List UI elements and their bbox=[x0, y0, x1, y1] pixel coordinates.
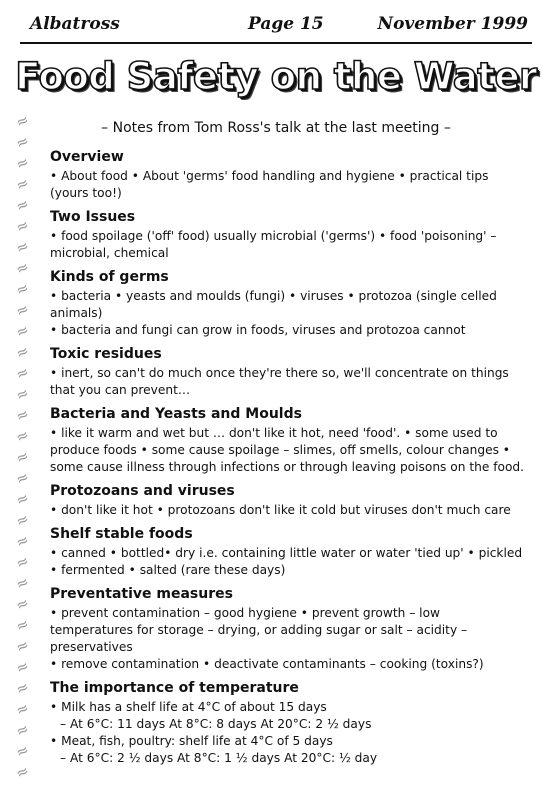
section-text: • About food • About 'germs' food handling and hygiene • practical tips (yours too!) bbox=[50, 169, 489, 200]
issue-date: November 1999 bbox=[377, 14, 528, 34]
section-text: • inert, so can't do much once they're there so, we'll concentrate on things that you can prevent… bbox=[50, 366, 509, 397]
spiral-binding-icon: ≈ bbox=[12, 677, 32, 699]
section-kinds-of-germs bbox=[50, 268, 525, 339]
section-heading: Toxic residues bbox=[50, 346, 162, 362]
spiral-binding-icon: ≈ bbox=[12, 341, 32, 363]
section-text: • bacteria • yeasts and moulds (fungi) • viruses • protozoa (single celled animals) bbox=[50, 289, 497, 320]
article-subtitle: – Notes from Tom Ross's talk at the last meeting – bbox=[101, 120, 451, 136]
spiral-binding-icon: ≈ bbox=[12, 488, 32, 510]
spiral-binding-icon: ≈ bbox=[12, 530, 32, 552]
spiral-binding-icon: ≈ bbox=[12, 656, 32, 678]
section-text: – At 6°C: 2 ½ days At 8°C: 1 ½ days At 20°C: ½ day bbox=[60, 751, 378, 765]
spiral-binding-icon: ≈ bbox=[12, 152, 32, 174]
spiral-binding-icon: ≈ bbox=[12, 551, 32, 573]
spiral-binding-icon: ≈ bbox=[12, 761, 32, 783]
spiral-binding-icon: ≈ bbox=[12, 110, 32, 132]
spiral-binding-icon: ≈ bbox=[12, 320, 32, 342]
section-heading: Two Issues bbox=[50, 209, 136, 225]
section-importance-of-temperature bbox=[50, 679, 525, 767]
spiral-binding-icon: ≈ bbox=[12, 614, 32, 636]
section-text: • prevent contamination – good hygiene • prevent growth – low temperatures for storage – drying, or adding sugar or salt – acidity – preservatives bbox=[50, 606, 468, 654]
section-heading: Kinds of germs bbox=[50, 269, 169, 285]
section-preventative-measures bbox=[50, 585, 525, 673]
spiral-binding-icon: ≈ bbox=[12, 383, 32, 405]
section-bacteria-yeasts-moulds bbox=[50, 405, 525, 476]
spiral-binding-icon: ≈ bbox=[12, 257, 32, 279]
spiral-binding-icon: ≈ bbox=[12, 425, 32, 447]
section-text: • canned • bottled• dry i.e. containing little water or water 'tied up' • pickled • fermented • salted (rare these days) bbox=[50, 546, 523, 577]
spiral-binding-icon: ≈ bbox=[12, 173, 32, 195]
section-heading: Shelf stable foods bbox=[50, 526, 193, 542]
spiral-binding-icon: ≈ bbox=[12, 467, 32, 489]
spiral-binding-margin bbox=[12, 110, 42, 784]
spiral-binding-icon: ≈ bbox=[12, 362, 32, 384]
section-text: • Milk has a shelf life at 4°C of about 15 days bbox=[50, 700, 327, 714]
page-header bbox=[20, 10, 532, 40]
section-heading: Preventative measures bbox=[50, 586, 233, 602]
section-toxic-residues bbox=[50, 345, 525, 399]
section-text: • remove contamination • deactivate contaminants – cooking (toxins?) bbox=[50, 657, 484, 671]
section-heading: The importance of temperature bbox=[50, 680, 299, 696]
spiral-binding-icon: ≈ bbox=[12, 698, 32, 720]
spiral-binding-icon: ≈ bbox=[12, 131, 32, 153]
spiral-binding-icon: ≈ bbox=[12, 446, 32, 468]
spiral-binding-icon: ≈ bbox=[12, 236, 32, 258]
section-heading: Bacteria and Yeasts and Moulds bbox=[50, 406, 302, 422]
header-rule bbox=[20, 42, 532, 44]
section-overview bbox=[50, 148, 525, 202]
section-shelf-stable-foods bbox=[50, 525, 525, 579]
section-text: • food spoilage ('off' food) usually microbial ('germs') • food 'poisoning' – microbial, chemical bbox=[50, 229, 497, 260]
spiral-binding-icon: ≈ bbox=[12, 572, 32, 594]
section-text: • like it warm and wet but … don't like it hot, need 'food'. • some used to produce foods • some cause spoilage – slimes, off smells, colour changes • some cause illness through infections or through leaving poisons on the food. bbox=[50, 426, 525, 474]
spiral-binding-icon: ≈ bbox=[12, 278, 32, 300]
section-text: • Meat, fish, poultry: shelf life at 4°C of 5 days bbox=[50, 734, 333, 748]
spiral-binding-icon: ≈ bbox=[12, 404, 32, 426]
newsletter-name: Albatross bbox=[30, 14, 120, 34]
article-body bbox=[50, 148, 525, 773]
section-heading: Protozoans and viruses bbox=[50, 483, 235, 499]
section-protozoans-viruses bbox=[50, 482, 525, 519]
spiral-binding-icon: ≈ bbox=[12, 593, 32, 615]
section-text: – At 6°C: 11 days At 8°C: 8 days At 20°C: 2 ½ days bbox=[60, 717, 372, 731]
section-heading: Overview bbox=[50, 149, 124, 165]
spiral-binding-icon: ≈ bbox=[12, 509, 32, 531]
section-two-issues bbox=[50, 208, 525, 262]
spiral-binding-icon: ≈ bbox=[12, 635, 32, 657]
spiral-binding-icon: ≈ bbox=[12, 215, 32, 237]
spiral-binding-icon: ≈ bbox=[12, 719, 32, 741]
section-text: • don't like it hot • protozoans don't like it cold but viruses don't much care bbox=[50, 503, 511, 517]
spiral-binding-icon: ≈ bbox=[12, 194, 32, 216]
section-text: • bacteria and fungi can grow in foods, viruses and protozoa cannot bbox=[50, 323, 466, 337]
article-title: Food Safety on the Water bbox=[15, 55, 537, 98]
spiral-binding-icon: ≈ bbox=[12, 299, 32, 321]
spiral-binding-icon: ≈ bbox=[12, 740, 32, 762]
page-number: Page 15 bbox=[248, 14, 324, 34]
